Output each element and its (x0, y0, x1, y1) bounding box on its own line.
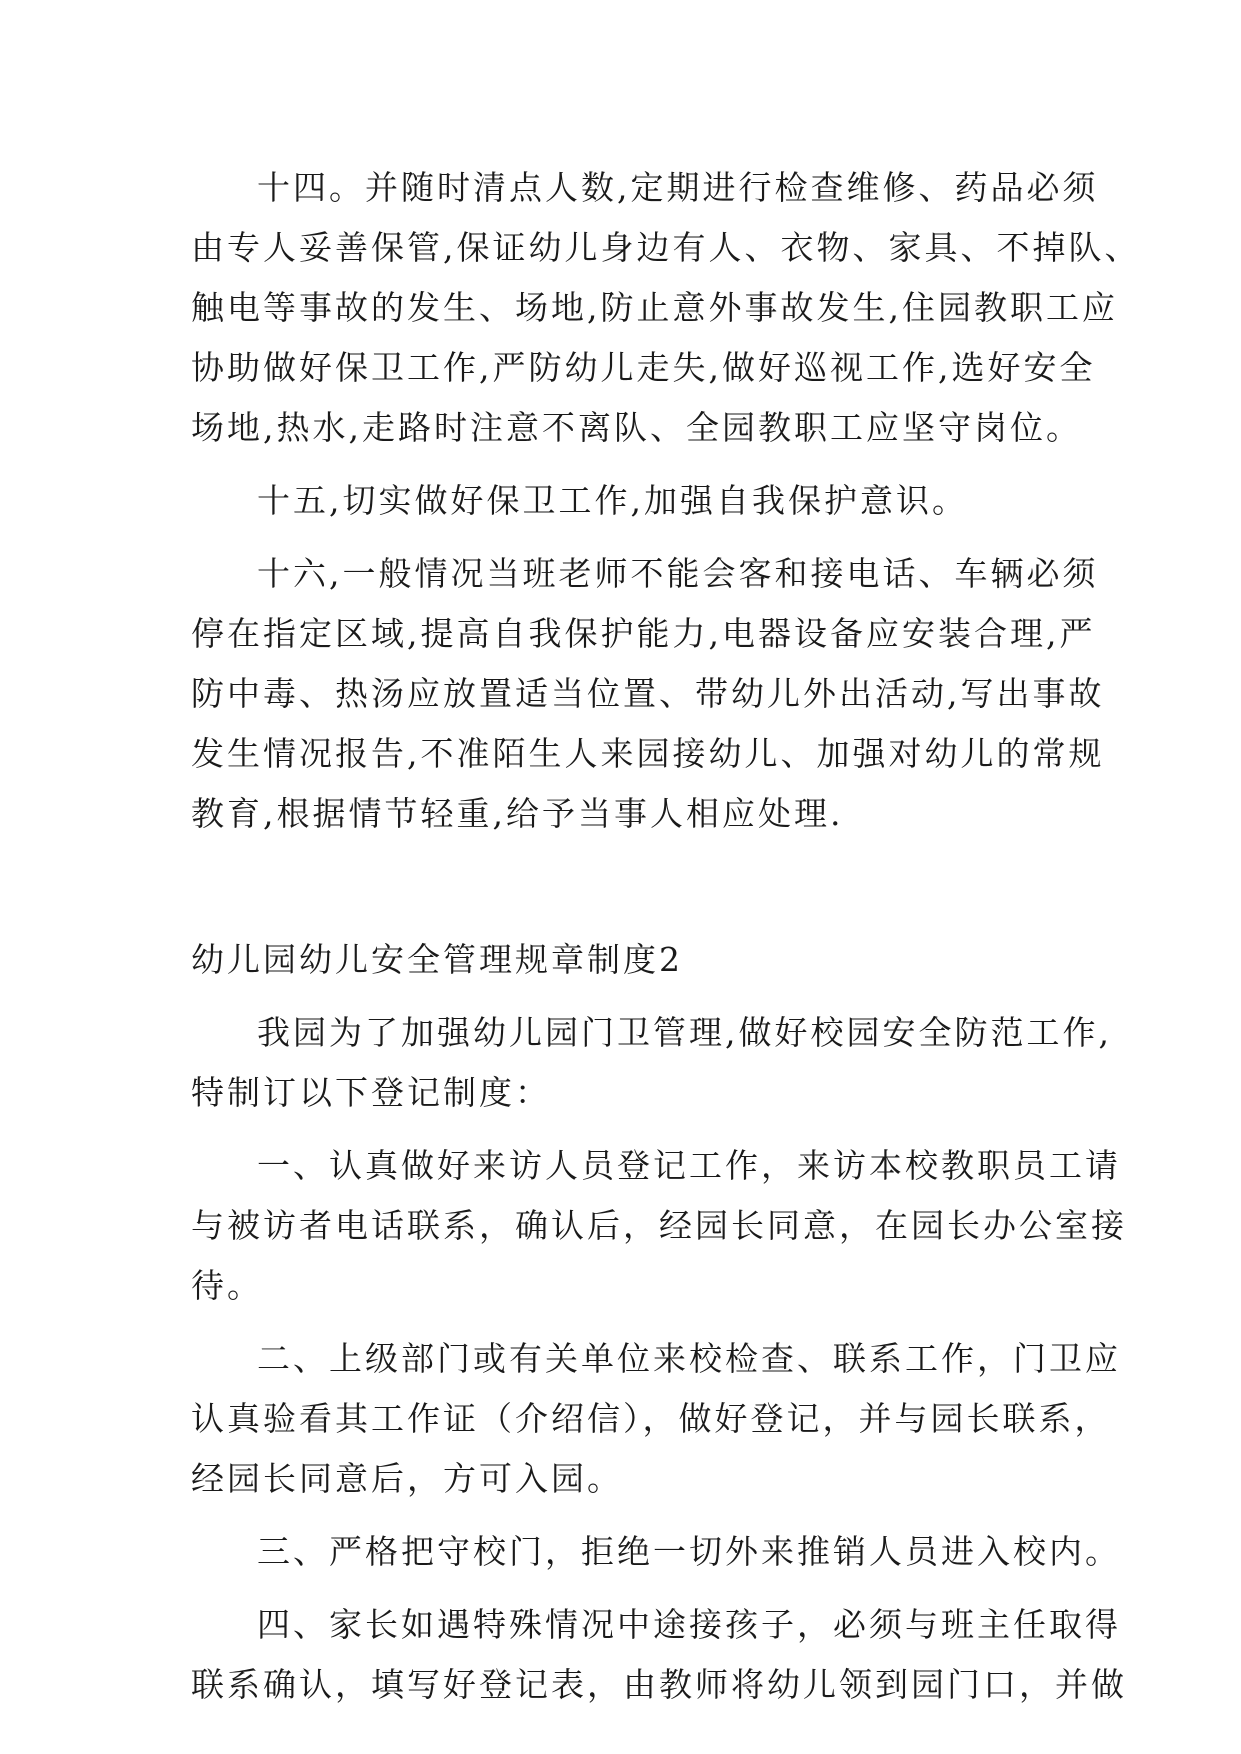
paragraph-intro (191, 1003, 1112, 1123)
text-line: 三、严格把守校门，拒绝一切外来推销人员进入校内。 (257, 1532, 1121, 1571)
paragraph-item-2 (191, 1329, 1121, 1509)
text-line: 协助做好保卫工作,严防幼儿走失,做好巡视工作,选好安全 (191, 348, 1096, 387)
text-line: 十六,一般情况当班老师不能会客和接电话、车辆必须 (257, 554, 1099, 593)
paragraph-spacer (191, 990, 1059, 1003)
text-line: 认真验看其工作证（介绍信），做好登记，并与园长联系， (191, 1399, 1111, 1438)
text-line: 我园为了加强幼儿园门卫管理,做好校园安全防范工作, (257, 1013, 1112, 1052)
paragraph-item-1 (191, 1136, 1127, 1316)
paragraph-spacer (191, 1582, 1059, 1595)
text-line: 发生情况报告,不准陌生人来园接幼儿、加强对幼儿的常规 (191, 734, 1105, 773)
text-line: 由专人妥善保管,保证幼儿身边有人、衣物、家具、不掉队、 (191, 228, 1141, 267)
text-line: 十五,切实做好保卫工作,加强自我保护意识。 (257, 481, 968, 520)
text-line: 场地,热水,走路时注意不离队、全园教职工应坚守岗位。 (191, 408, 1082, 447)
document-body (191, 158, 1141, 1715)
text-line: 教育,根据情节轻重,给予当事人相应处理. (191, 794, 844, 833)
paragraph-spacer (191, 1316, 1059, 1329)
text-line: 停在指定区域,提高自我保护能力,电器设备应安装合理,严 (191, 614, 1096, 653)
paragraph-item-3 (191, 1522, 1121, 1582)
text-line: 二、上级部门或有关单位来校检查、联系工作，门卫应 (257, 1339, 1121, 1378)
text-line: 经园长同意后，方可入园。 (191, 1459, 623, 1498)
text-line: 防中毒、热汤应放置适当位置、带幼儿外出活动,写出事故 (191, 674, 1105, 713)
text-line: 特制订以下登记制度： (191, 1073, 551, 1112)
section-spacer (191, 844, 1059, 930)
text-line: 待。 (191, 1266, 263, 1305)
paragraph-15 (191, 471, 1059, 531)
text-line: 十四。并随时清点人数,定期进行检查维修、药品必须 (257, 168, 1099, 207)
text-line: 一、认真做好来访人员登记工作，来访本校教职员工请 (257, 1146, 1121, 1185)
text-line: 与被访者电话联系，确认后，经园长同意，在园长办公室接 (191, 1206, 1127, 1245)
paragraph-spacer (191, 1509, 1059, 1522)
text-line: 触电等事故的发生、场地,防止意外事故发生,住园教职工应 (191, 288, 1118, 327)
text-line: 四、家长如遇特殊情况中途接孩子，必须与班主任取得 (257, 1605, 1121, 1644)
section-title: 幼儿园幼儿安全管理规章制度2 (191, 940, 683, 979)
paragraph-14 (191, 158, 1141, 458)
paragraph-16 (191, 544, 1105, 844)
paragraph-spacer (191, 531, 1059, 544)
paragraph-spacer (191, 1123, 1059, 1136)
paragraph-spacer (191, 458, 1059, 471)
text-line: 联系确认，填写好登记表，由教师将幼儿领到园门口，并做 (191, 1665, 1127, 1704)
paragraph-item-4 (191, 1595, 1127, 1715)
